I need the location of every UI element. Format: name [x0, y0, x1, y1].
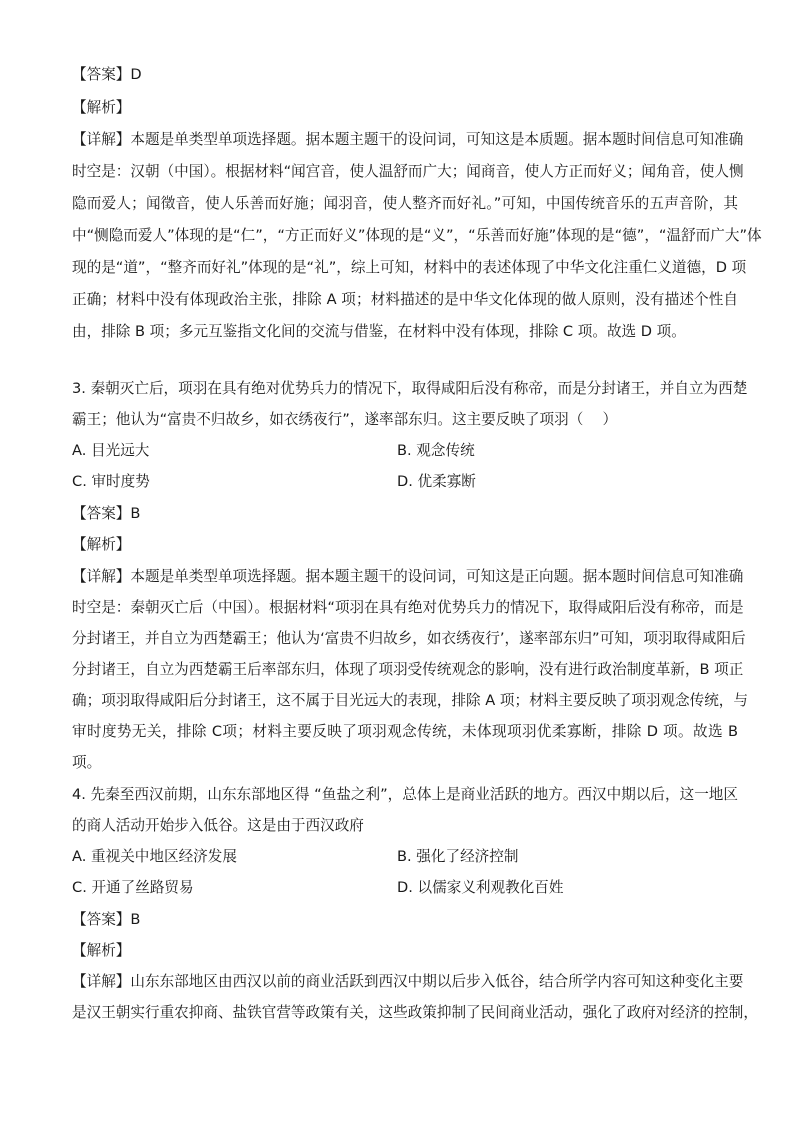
option-d: D. 优柔寡断 [397, 473, 476, 490]
detail-line: 确；项羽取得咸阳后分封诸王，这不属于目光远大的表现，排除 A 项；材料主要反映了项羽观念传统，与 [72, 692, 748, 709]
analysis-label: 【解析】 [72, 536, 131, 553]
detail-line: 正确；材料中没有体现政治主张，排除 A 项；材料描述的是中华文化体现的做人原则，没有描述个性自 [72, 291, 738, 308]
detail-line: 时空是：汉朝（中国）。根据材料“闻宫音，使人温舒而广大；闻商音，使人方正而好义；闻角音，使人恻 [72, 163, 744, 180]
detail-line: 项。 [72, 754, 102, 771]
option-b: B. 强化了经济控制 [397, 848, 519, 865]
detail-line: 时空是：秦朝灭亡后（中国）。根据材料“项羽在具有绝对优势兵力的情况下，取得咸阳后没有称帝，而是 [72, 599, 744, 616]
answer-label: 【答案】B [72, 911, 141, 928]
detail-line: 是汉王朝实行重农抑商、盐铁官营等政策有关，这些政策抑制了民间商业活动，强化了政府对经济的控制， [72, 1004, 758, 1021]
option-d: D. 以儒家义利观教化百姓 [397, 879, 564, 896]
answer-label: 【答案】B [72, 505, 141, 522]
question-stem: 3. 秦朝灭亡后，项羽在具有绝对优势兵力的情况下，取得咸阳后没有称帝，而是分封诸王，并自立为西楚 [72, 380, 748, 397]
answer-label: 【答案】D [72, 66, 142, 83]
detail-line: 【详解】本题是单类型单项选择题。据本题主题干的设问词，可知这是本质题。据本题时间信息可知准确 [72, 131, 744, 148]
detail-line: 由，排除 B 项；多元互鉴指文化间的交流与借鉴，在材料中没有体现，排除 C 项。故选 D 项。 [72, 323, 686, 340]
question-stem: 4. 先秦至西汉前期，山东东部地区得 “鱼盐之利”，总体上是商业活跃的地方。西汉中期以后，这一地区 [72, 786, 738, 803]
question-stem: 的商人活动开始步入低谷。这是由于西汉政府 [72, 817, 364, 834]
detail-line: 分封诸王，并自立为西楚霸王；他认为‘富贵不归故乡，如衣绣夜行’，遂率部东归”可知，项羽取得咸阳后 [72, 630, 746, 647]
option-a: A. 目光远大 [72, 442, 150, 459]
detail-line: 【详解】山东东部地区由西汉以前的商业活跃到西汉中期以后步入低谷，结合所学内容可知这种变化主要 [72, 973, 744, 990]
detail-line: 分封诸王，自立为西楚霸王后率部东归，体现了项羽受传统观念的影响，没有进行政治制度革新，B 项正 [72, 661, 744, 678]
option-c: C. 开通了丝路贸易 [72, 879, 194, 896]
detail-line: 【详解】本题是单类型单项选择题。据本题主题干的设问词，可知这是正向题。据本题时间信息可知准确 [72, 568, 744, 585]
detail-line: 隐而爱人；闻徵音，使人乐善而好施；闻羽音，使人整齐而好礼。”可知，中国传统音乐的五声音阶，其 [72, 195, 738, 212]
detail-line: 中“恻隐而爱人”体现的是“仁”，“方正而好义”体现的是“义”，“乐善而好施”体现的是“德”，“温舒而广大”体 [72, 227, 762, 244]
option-b: B. 观念传统 [397, 442, 475, 459]
analysis-label: 【解析】 [72, 942, 131, 959]
option-a: A. 重视关中地区经济发展 [72, 848, 237, 865]
question-stem: 霸王；他认为“富贵不归故乡，如衣绣夜行”，遂率部东归。这主要反映了项羽（ ） [72, 411, 618, 428]
detail-line: 现的是“道”，“整齐而好礼”体现的是“礼”，综上可知，材料中的表述体现了中华文化注重仁义道德，D 项 [72, 259, 747, 276]
analysis-label: 【解析】 [72, 99, 131, 116]
option-c: C. 审时度势 [72, 473, 150, 490]
detail-line: 审时度势无关，排除 C项；材料主要反映了项羽观念传统，未体现项羽优柔寡断，排除 D 项。故选 B [72, 723, 738, 740]
